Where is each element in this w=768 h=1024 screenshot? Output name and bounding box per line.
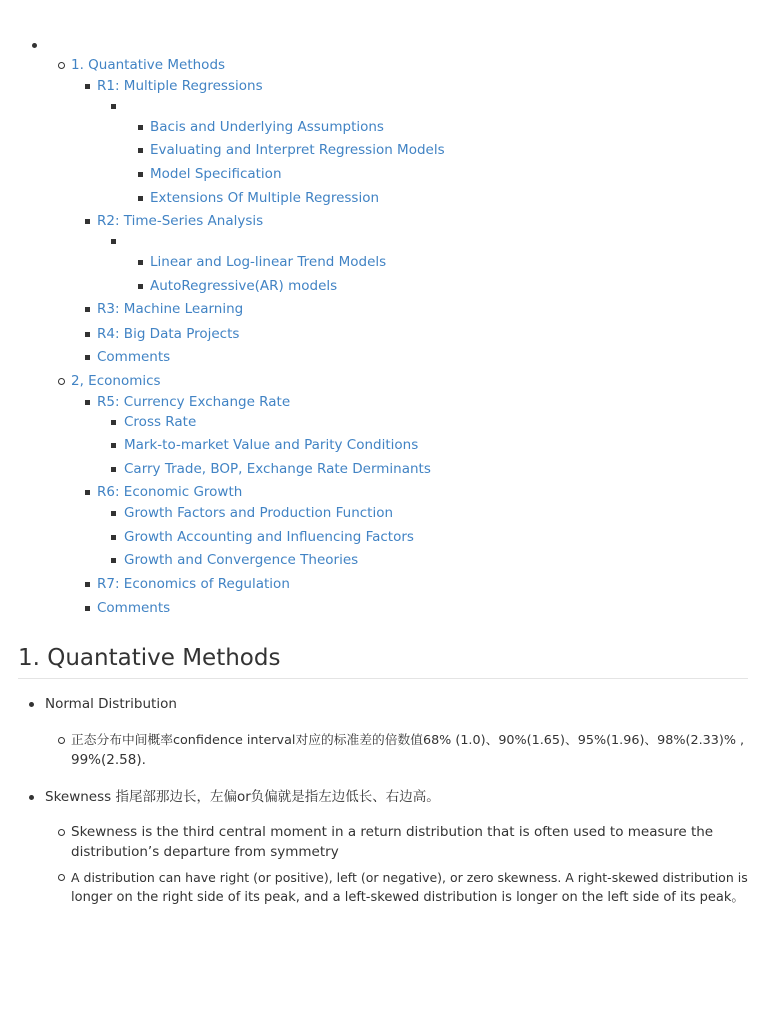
toc-link-r1-1[interactable]: Bacis and Underlying Assumptions xyxy=(150,119,384,135)
section-heading: 1. Quantative Methods xyxy=(18,640,748,679)
toc-link-quantative-methods[interactable]: 1. Quantative Methods xyxy=(71,57,226,73)
circle-bullet-icon xyxy=(56,54,68,76)
square-bullet-icon xyxy=(82,346,94,368)
normal-sub-line-2: 99%(2.58). xyxy=(71,752,146,768)
toc-link-r5-2[interactable]: Mark-to-market Value and Parity Conditions xyxy=(124,437,419,453)
square-bullet-icon xyxy=(82,481,94,503)
disc-bullet-icon xyxy=(26,786,38,808)
toc-link-r6[interactable]: R6: Economic Growth xyxy=(97,484,243,500)
toc-link-economics[interactable]: 2, Economics xyxy=(71,373,161,389)
square-bullet-icon xyxy=(135,139,147,161)
toc-link-r2-1[interactable]: Linear and Log-linear Trend Models xyxy=(150,254,387,270)
square-bullet-icon xyxy=(82,597,94,619)
toc-link-comments-2[interactable]: Comments xyxy=(97,600,171,616)
skew-sub2-line-1: A distribution can have right (or positive), left (or negative), or zero skewness. A right-skewed distribution is xyxy=(71,870,748,885)
toc-link-r6-3[interactable]: Growth and Convergence Theories xyxy=(124,552,359,568)
square-bullet-icon xyxy=(108,526,120,548)
toc-link-r7[interactable]: R7: Economics of Regulation xyxy=(97,576,290,592)
toc-link-r2-2[interactable]: AutoRegressive(AR) models xyxy=(150,278,338,294)
square-bullet-icon xyxy=(82,391,94,413)
square-bullet-icon xyxy=(82,75,94,97)
disc-bullet-icon xyxy=(26,693,38,715)
toc-link-r6-1[interactable]: Growth Factors and Production Function xyxy=(124,505,394,521)
circle-bullet-icon xyxy=(56,866,68,888)
square-bullet-icon xyxy=(82,210,94,232)
circle-bullet-icon xyxy=(56,821,68,843)
square-bullet-icon xyxy=(135,116,147,138)
square-bullet-icon xyxy=(108,502,120,524)
circle-bullet-icon xyxy=(56,370,68,392)
circle-bullet-icon xyxy=(56,729,68,751)
toc-link-r5-3[interactable]: Carry Trade, BOP, Exchange Rate Derminants xyxy=(124,461,431,477)
square-bullet-icon xyxy=(108,95,120,117)
toc-link-r5-1[interactable]: Cross Rate xyxy=(124,414,197,430)
square-bullet-icon xyxy=(82,323,94,345)
disc-bullet-icon xyxy=(29,34,41,56)
list-item-normal-distribution: Normal Distribution xyxy=(45,696,177,712)
square-bullet-icon xyxy=(108,411,120,433)
skew-sub1-line-1: Skewness is the third central moment in a return distribution that is often used to measure the xyxy=(71,824,714,840)
toc-link-r2[interactable]: R2: Time-Series Analysis xyxy=(97,213,264,229)
square-bullet-icon xyxy=(108,549,120,571)
square-bullet-icon xyxy=(108,230,120,252)
square-bullet-icon xyxy=(82,298,94,320)
square-bullet-icon xyxy=(135,187,147,209)
toc-link-r1-2[interactable]: Evaluating and Interpret Regression Models xyxy=(150,142,445,158)
square-bullet-icon xyxy=(108,434,120,456)
toc-link-comments-1[interactable]: Comments xyxy=(97,349,171,365)
square-bullet-icon xyxy=(108,458,120,480)
toc-link-r3[interactable]: R3: Machine Learning xyxy=(97,301,244,317)
toc-link-r1[interactable]: R1: Multiple Regressions xyxy=(97,78,263,94)
normal-sub-line-1: 正态分布中间概率confidence interval对应的标准差的倍数值68% (1.0)、90%(1.65)、95%(1.96)、98%(2.33)% , xyxy=(71,733,745,748)
square-bullet-icon xyxy=(135,275,147,297)
toc-link-r1-3[interactable]: Model Specification xyxy=(150,166,282,182)
list-item-skewness: Skewness 指尾部那边长，左偏or负偏就是指左边低长、右边高。 xyxy=(45,789,440,805)
toc-link-r4[interactable]: R4: Big Data Projects xyxy=(97,326,240,342)
skew-sub1-line-2: distribution’s departure from symmetry xyxy=(71,844,339,860)
square-bullet-icon xyxy=(135,251,147,273)
toc-link-r1-4[interactable]: Extensions Of Multiple Regression xyxy=(150,190,380,206)
skew-sub2-line-2: longer on the right side of its peak, and a left-skewed distribution is longer on the left side of its peak。 xyxy=(71,890,745,905)
square-bullet-icon xyxy=(82,573,94,595)
toc-link-r5[interactable]: R5: Currency Exchange Rate xyxy=(97,394,291,410)
square-bullet-icon xyxy=(135,163,147,185)
toc-link-r6-2[interactable]: Growth Accounting and Influencing Factors xyxy=(124,529,414,545)
